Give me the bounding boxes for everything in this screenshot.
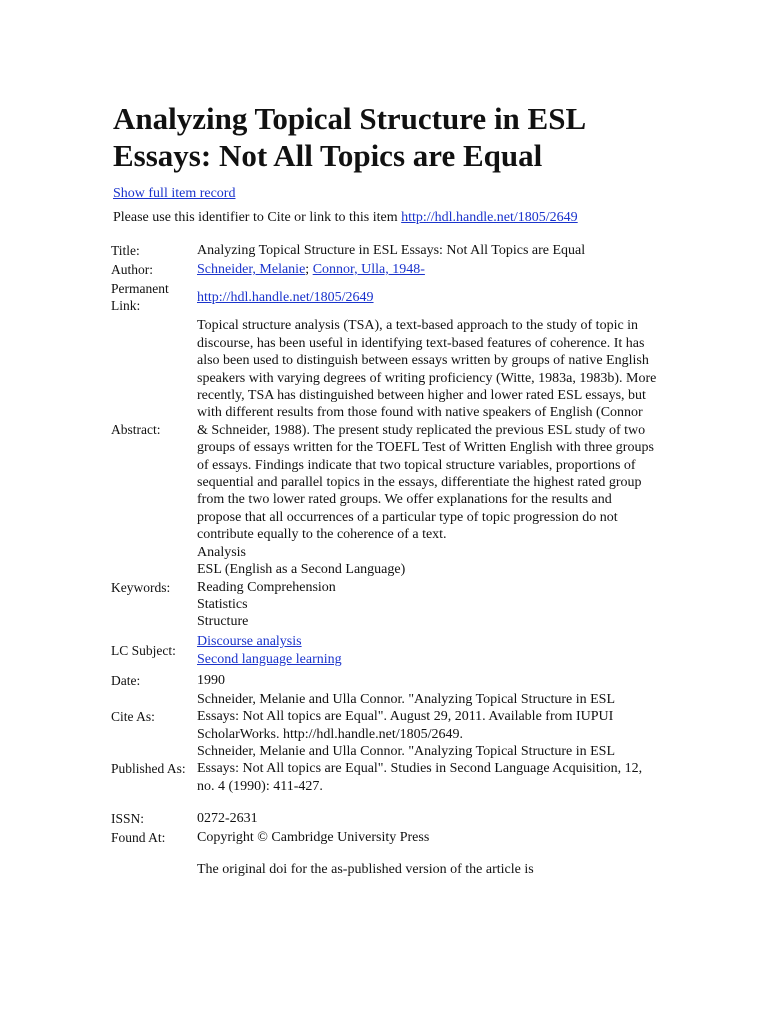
doi-note-row [111, 861, 657, 878]
author-link-schneider[interactable]: Schneider, Melanie [197, 262, 306, 277]
found-at-value: Copyright © Cambridge University Press [197, 830, 430, 846]
abstract-label: Abstract: [111, 422, 161, 438]
abstract-row [111, 316, 657, 543]
keyword-item: ESL (English as a Second Language) [197, 562, 406, 578]
date-row [111, 671, 657, 691]
author-label: Author: [111, 262, 153, 277]
permanent-link-url[interactable]: http://hdl.handle.net/1805/2649 [197, 289, 374, 305]
spacer-row [111, 847, 657, 861]
author-separator: ; [305, 262, 310, 277]
permanent-link-row [111, 278, 657, 316]
published-as-label: Published As: [111, 761, 186, 777]
cite-as-row [111, 691, 657, 743]
permanent-link-label: Permanent Link: [111, 281, 169, 314]
title-label: Title: [111, 243, 140, 259]
title-row [111, 241, 657, 261]
cite-as-value: Schneider, Melanie and Ulla Connor. "Analyzing Topical Structure in ESL Essays: Not All topics are Equal". August 29, 2011. Available from IUPUI ScholarWorks. http://hdl.handle.net/1805/2649. [197, 691, 615, 742]
author-row [111, 261, 657, 278]
found-at-row [111, 829, 657, 847]
page-title: Analyzing Topical Structure in ESL Essays: Not All Topics are Equal [113, 101, 585, 173]
published-as-value: Schneider, Melanie and Ulla Connor. "Analyzing Topical Structure in ESL Essays: Not All topics are Equal". Studies in Second Language Acquisition, 12, no. 4 (1990): 411-427. [197, 743, 643, 794]
date-label: Date: [111, 673, 141, 689]
date-value: 1990 [197, 673, 225, 689]
doi-note-text: The original doi for the as-published version of the article is [197, 862, 534, 878]
published-as-row [111, 743, 657, 795]
spacer-row [111, 795, 657, 809]
permanent-link-value [197, 278, 657, 316]
lc-subject-label: LC Subject: [111, 643, 176, 659]
found-at-label: Found At: [111, 830, 166, 846]
title-value: Analyzing Topical Structure in ESL Essays: Not All Topics are Equal [197, 243, 586, 259]
keyword-item: Structure [197, 614, 249, 630]
author-link-connor[interactable]: Connor, Ulla, 1948- [312, 262, 425, 277]
lc-subject-link-discourse[interactable]: Discourse analysis [197, 634, 302, 650]
keyword-item: Statistics [197, 596, 248, 612]
lc-subject-link-second-language[interactable]: Second language learning [197, 651, 342, 667]
keywords-list [197, 544, 657, 631]
cite-prompt-text: Please use this identifier to Cite or link to this item [113, 210, 398, 225]
keyword-item: Reading Comprehension [197, 579, 336, 595]
issn-row [111, 809, 657, 829]
cite-identifier-link[interactable]: http://hdl.handle.net/1805/2649 [401, 210, 578, 225]
keywords-label: Keywords: [111, 579, 171, 595]
keyword-item: Analysis [197, 544, 246, 560]
cite-as-label: Cite As: [111, 709, 155, 725]
lc-subject-row [111, 631, 657, 671]
issn-label: ISSN: [111, 811, 145, 827]
cite-identifier-line [113, 209, 578, 226]
lc-subject-list [197, 631, 657, 671]
issn-value: 0272-2631 [197, 811, 258, 827]
show-full-record-link[interactable]: Show full item record [113, 186, 236, 201]
keywords-row [111, 544, 657, 631]
author-value [197, 261, 657, 278]
abstract-value: Topical structure analysis (TSA), a text-based approach to the study of topic in discourse, has been useful in identifying text-based features of coherence. It has also been used to distinguish between essays written by groups of native English speakers with varying degrees of writing proficiency (Witte, 1983a, 1983b). More recently, TSA has distinguished between higher and lower rated ESL essays, but with different results from those found with native speakers of English (Connor & Schneider, 1988). The present study replicated the previous ESL study of two groups of essays written for the TOEFL Test of Written English with three groups of essays. Findings indicate that two topical structure variables, proportions of sequential and parallel topics in the essays, differentiate the highest rated group from the two lower rated groups. We offer explanations for the results and propose that all occurrences of a particular type of topic progression do not contribute equally to the coherence of a text. [197, 318, 657, 543]
item-metadata-table [111, 241, 657, 879]
